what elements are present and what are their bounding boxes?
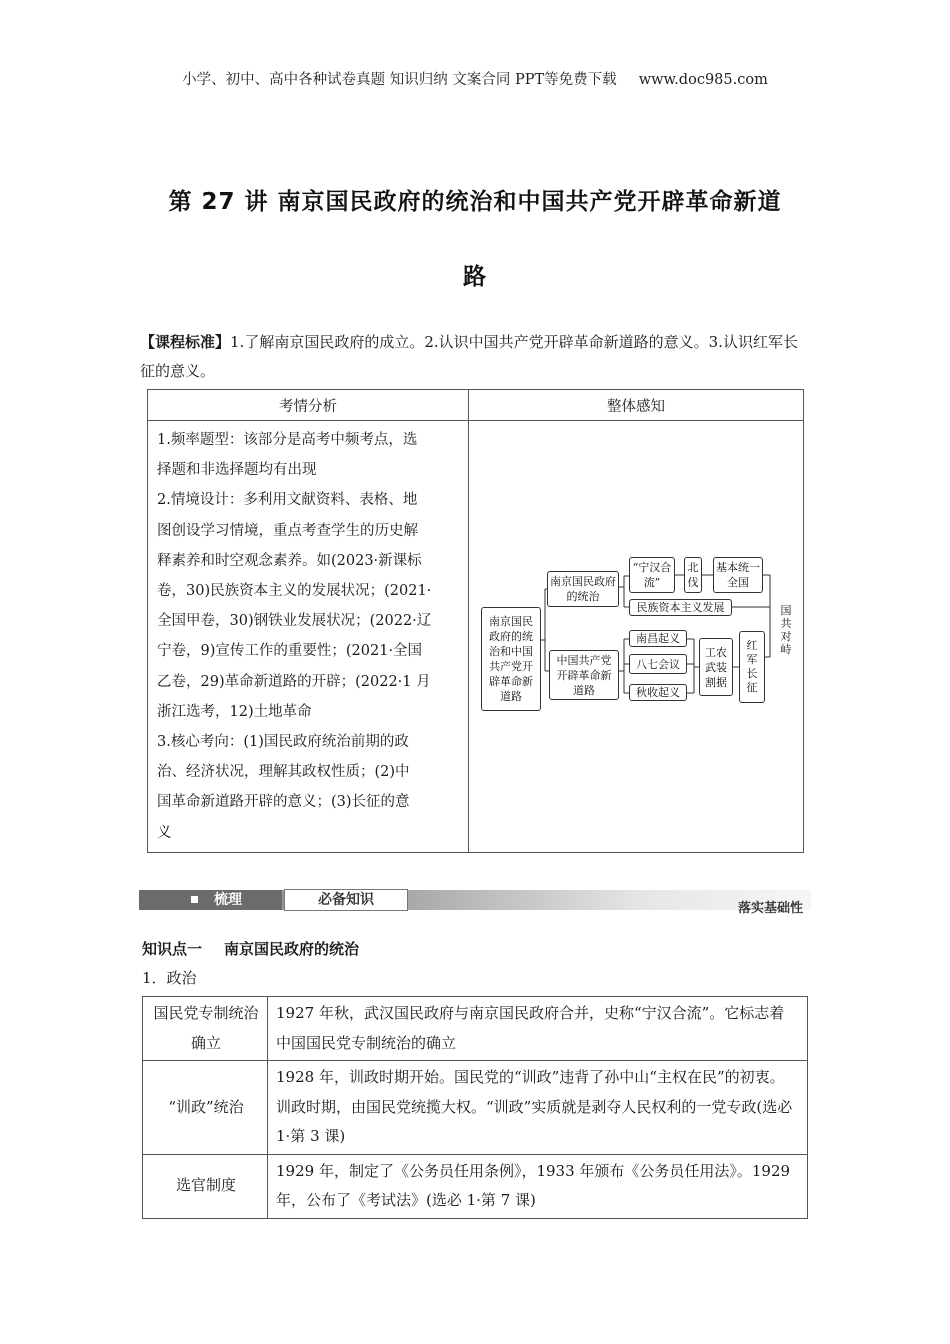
table-row [143,997,808,1061]
analysis-line: 乙卷，29)革命新道路的开辟；(2022·1 月 [157,673,431,690]
table-row [143,1061,808,1155]
analysis-line: 治、经济状况，理解其政权性质；(2)中 [157,764,410,781]
analysis-table [147,389,804,853]
course-standard-label: 【课程标准】 [140,333,231,351]
diagram-tongyi: 基本统一全国 [713,557,763,593]
analysis-line: 全国甲卷，30)钢铁业发展状况；(2022·辽 [157,613,432,630]
course-standard [140,328,812,386]
knowledge-point-heading [142,938,359,959]
overview-col-header: 整体感知 [469,390,804,421]
page-header [0,68,950,89]
analysis-line: 3.核心考向：(1)国民政府统治前期的政 [157,734,409,751]
analysis-line: 释素养和时空观念素养。如(2023·新课标 [157,552,422,569]
politics-row-key: 选官制度 [143,1154,268,1218]
analysis-line: 卷，30)民族资本主义的发展状况；(2021· [157,583,432,600]
politics-row-value: 1927 年秋，武汉国民政府与南京国民政府合并，史称“宁汉合流”。它标志着中国国民党专制统治的确立 [268,997,808,1061]
banner-tab-review [139,890,282,910]
course-standard-text: 1.了解南京国民政府的成立。2.认识中国共产党开辟革命新道路的意义。3.认识红军长征的意义。 [140,333,798,380]
diagram-root: 南京国民政府的统治和中国共产党开辟革命新道路 [481,607,541,711]
banner-square-icon [191,896,198,903]
diagram-qiushou: 秋收起义 [629,684,687,701]
overview-diagram-cell [469,421,804,853]
politics-row-key: “训政”统治 [143,1061,268,1155]
section-banner [139,886,811,916]
subsection-politics: 1．政治 [142,969,197,987]
diagram-hongjun: 红军长征 [739,631,765,703]
knowledge-point-title: 南京国民政府的统治 [224,940,360,958]
analysis-line: 国革命新道路开辟的意义；(3)长征的意 [157,794,410,811]
banner-tab-knowledge: 必备知识 [284,889,408,911]
diagram-baqi: 八七会议 [629,654,687,674]
analysis-line: 2.情境设计：多利用文献资料、表格、地 [157,492,418,509]
diagram-gongnong: 工农武装割据 [699,638,733,696]
header-site-link[interactable]: www.doc985.com [638,72,768,88]
banner-tab-review-label: 梳理 [214,892,242,908]
politics-row-value: 1928 年，训政时期开始。国民党的“训政”违背了孙中山“主权在民”的初衷。训政时期，由国民党统揽大权。“训政”实质就是剥夺人民权利的一党专政(选必 1·第 3 课) [268,1061,808,1155]
lesson-title-line1: 第 27 讲 南京国民政府的统治和中国共产党开辟革命新道 [168,189,782,215]
diagram-minzu: 民族资本主义发展 [629,599,732,616]
overview-diagram [469,421,804,839]
diagram-branch-ccp: 中国共产党开辟革命新道路 [549,650,619,700]
banner-right-label: 落实基础性 [737,901,803,916]
analysis-line: 浙江选考，12)土地革命 [157,703,312,720]
analysis-line: 1.频率题型：该部分是高考中频考点，选 [157,432,418,448]
header-tagline: 小学、初中、高中各种试卷真题 知识归纳 文案合同 PPT等免费下载 [182,72,617,88]
analysis-line: 义 [157,824,172,841]
diagram-guogong: 国共对峙 [775,599,797,661]
politics-row-value: 1929 年，制定了《公务员任用条例》，1933 年颁布《公务员任用法》。1929 年，公布了《考试法》(选必 1·第 7 课) [268,1154,808,1218]
analysis-line: 择题和非选择题均有出现 [157,462,317,479]
politics-table [142,996,808,1219]
analysis-line: 图创设学习情境，重点考查学生的历史解 [157,522,418,539]
diagram-branch-nanjing: 南京国民政府的统治 [547,571,619,607]
diagram-nanchang: 南昌起义 [629,630,687,647]
lesson-title-line2: 路 [463,264,487,290]
table-row [143,1154,808,1218]
analysis-line: 宁卷，9)宣传工作的重要性；(2021·全国 [157,643,423,660]
diagram-ninghan: “宁汉合流” [629,557,675,593]
diagram-beifa: 北伐 [684,557,702,593]
analysis-col-header: 考情分析 [148,390,469,421]
analysis-content [148,421,469,853]
politics-row-key: 国民党专制统治确立 [143,997,268,1061]
knowledge-point-number: 知识点一 [142,940,203,958]
